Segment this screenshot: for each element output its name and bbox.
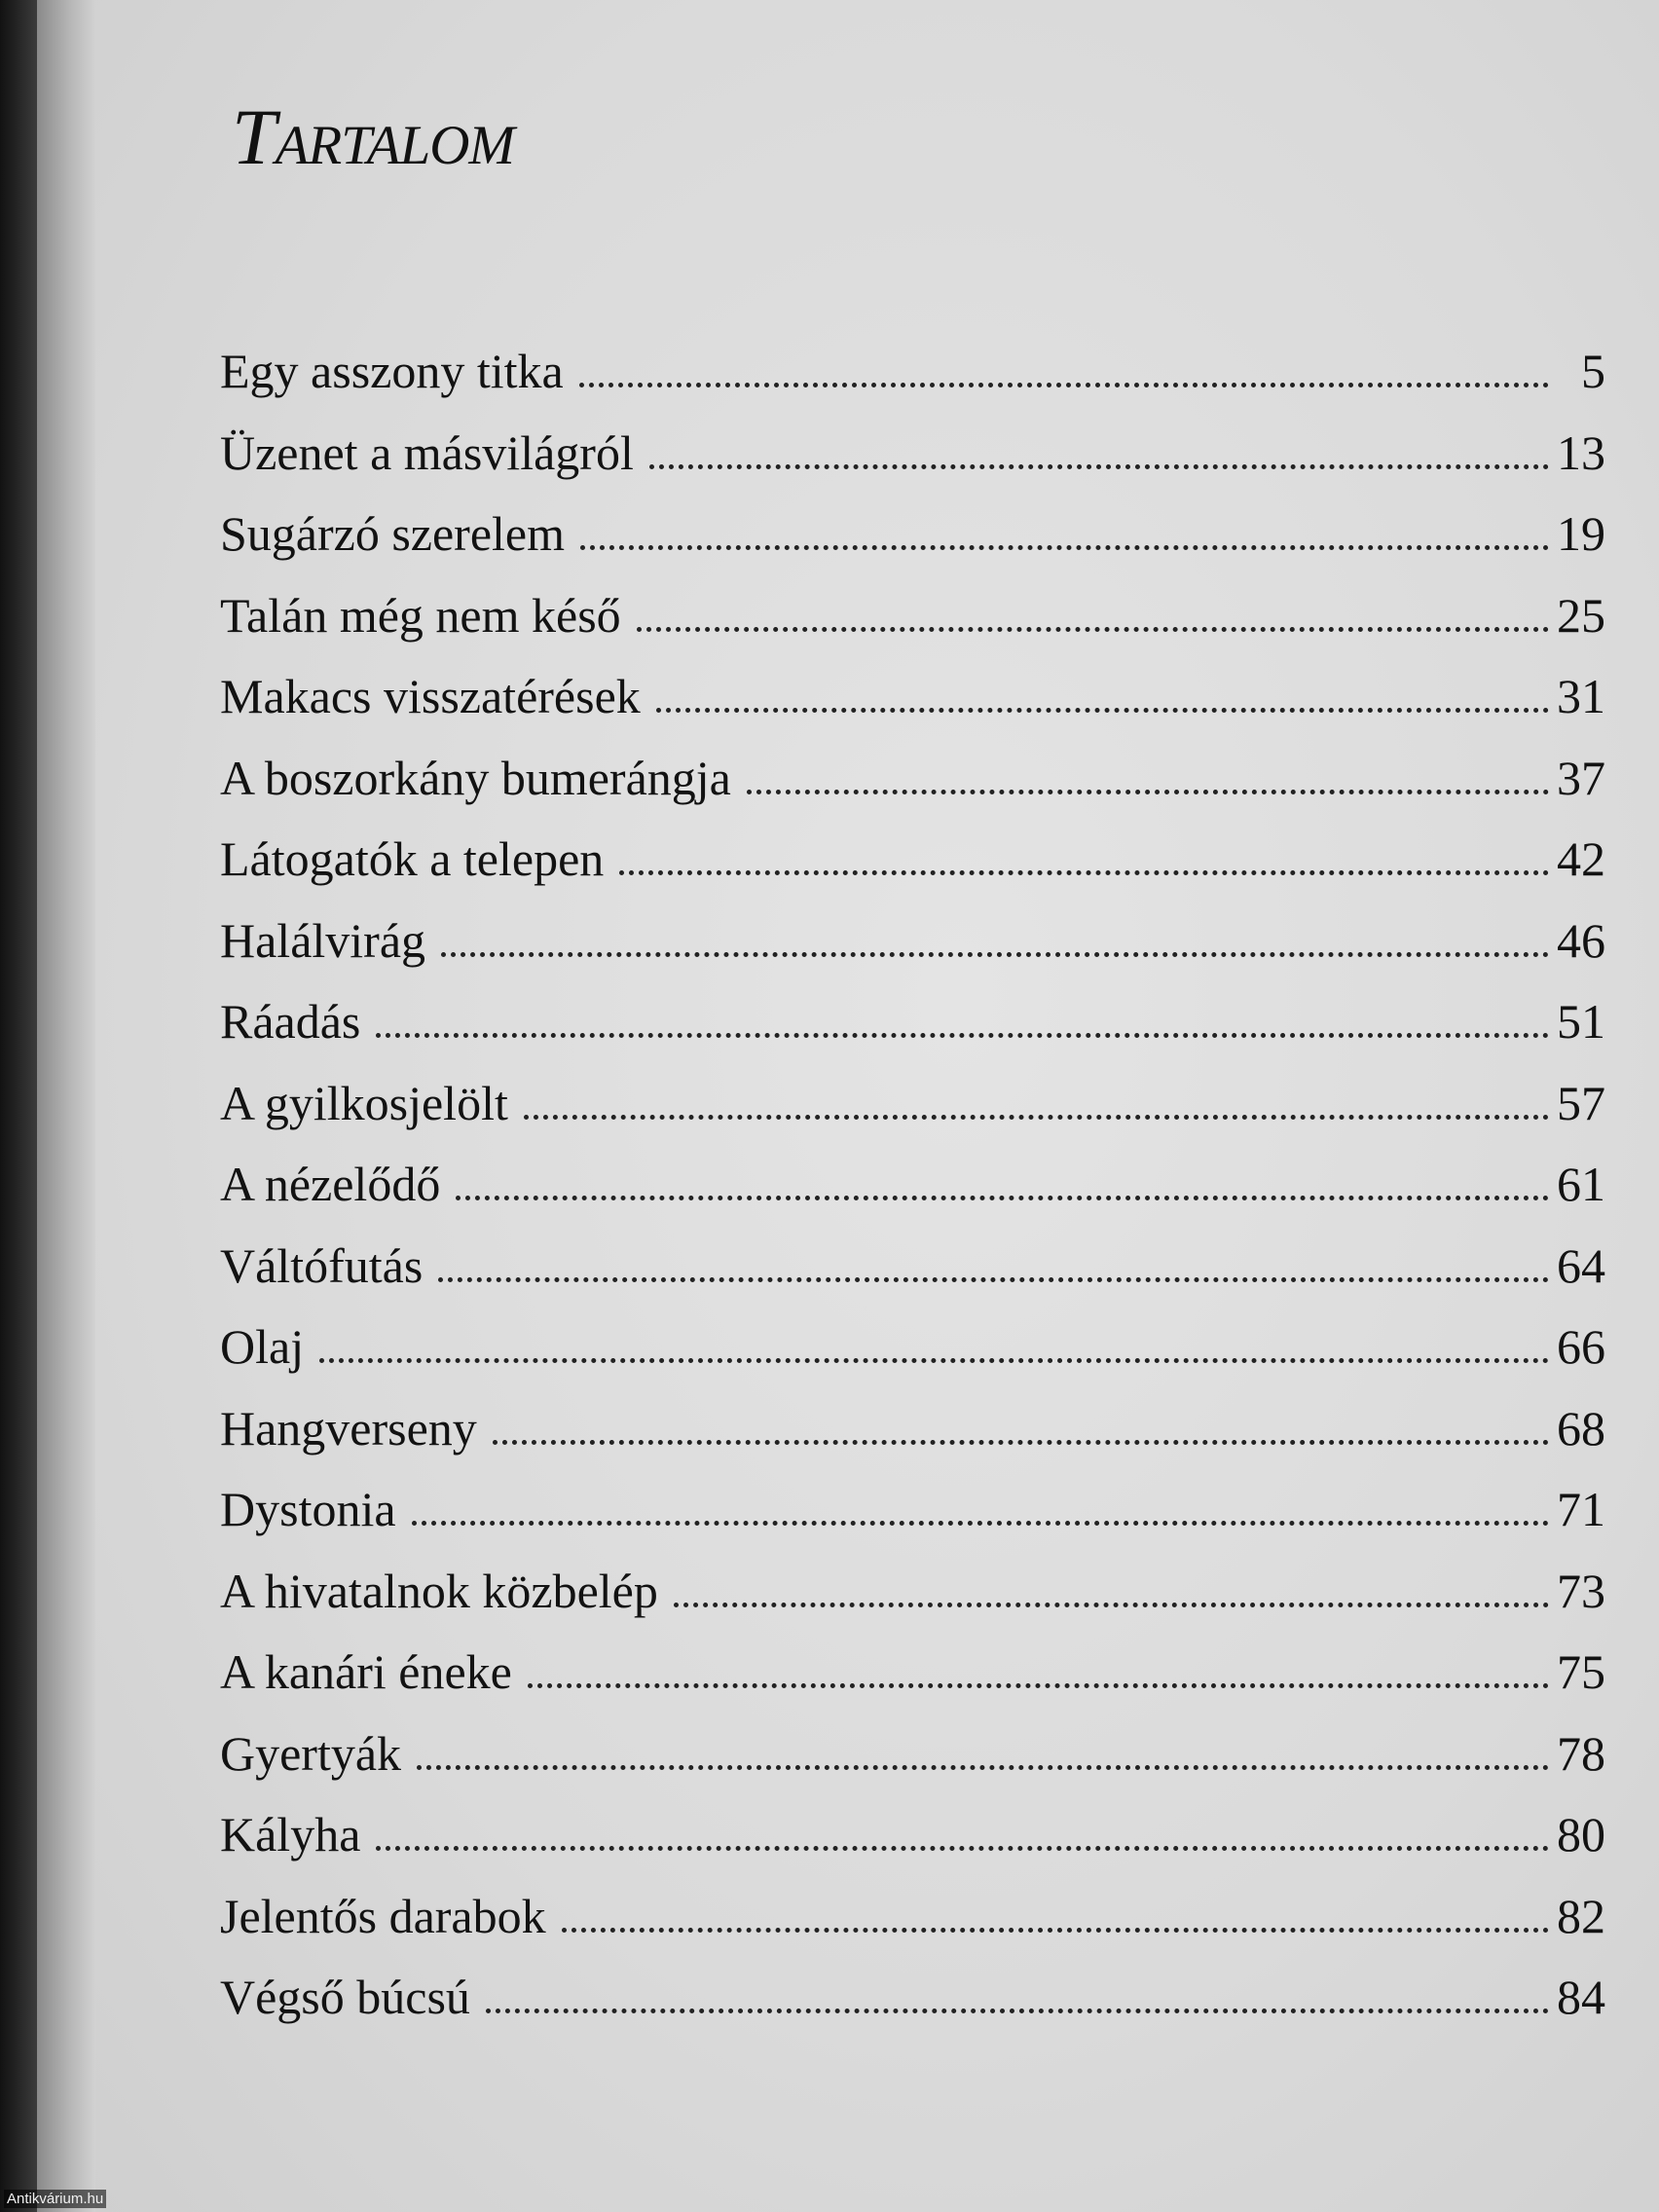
dot-leader — [376, 1032, 1549, 1038]
toc-entry — [220, 1400, 1605, 1482]
toc-entry — [220, 750, 1605, 831]
toc-entry — [220, 1075, 1605, 1157]
toc-entry-page-number: 75 — [1557, 1644, 1605, 1699]
watermark: Antikvárium.hu — [4, 2190, 106, 2208]
toc-entry — [220, 1643, 1605, 1725]
dot-leader — [438, 1276, 1549, 1282]
dot-leader — [441, 951, 1549, 957]
toc-entry — [220, 1969, 1605, 2050]
dot-leader — [579, 382, 1549, 387]
toc-entry-title: Kályha — [220, 1807, 361, 1862]
toc-entry — [220, 1563, 1605, 1644]
toc-entry-title: Makacs visszatérések — [220, 669, 641, 723]
dot-leader — [637, 626, 1549, 632]
toc-entry-page-number: 13 — [1557, 424, 1605, 480]
toc-entry — [220, 505, 1605, 587]
toc-entry — [220, 1237, 1605, 1319]
toc-entry — [220, 1888, 1605, 1970]
toc-entry — [220, 1481, 1605, 1563]
toc-entry-page-number: 84 — [1557, 1970, 1605, 2024]
dot-leader — [674, 1602, 1549, 1607]
toc-entry-title: Sugárzó szerelem — [220, 506, 566, 561]
toc-entry-page-number: 73 — [1557, 1563, 1605, 1618]
dot-leader — [580, 544, 1549, 550]
toc-entry-title: Végső búcsú — [220, 1970, 470, 2024]
toc-entry — [220, 1318, 1605, 1400]
toc-entry-page-number: 71 — [1557, 1482, 1605, 1536]
toc-entry-title: Talán még nem késő — [220, 587, 621, 643]
table-of-contents — [220, 343, 1605, 2050]
toc-entry-page-number: 64 — [1557, 1237, 1605, 1293]
toc-entry-title: Jelentős darabok — [220, 1888, 546, 1943]
toc-entry-title: Ráadás — [220, 994, 361, 1049]
toc-entry-page-number: 19 — [1557, 506, 1605, 561]
toc-entry-title: Váltófutás — [220, 1237, 424, 1293]
toc-entry-title: A kanári éneke — [220, 1644, 512, 1699]
toc-entry — [220, 912, 1605, 994]
toc-entry-title: Halálvirág — [220, 912, 426, 968]
dot-leader — [319, 1357, 1549, 1363]
dot-leader — [528, 1682, 1549, 1688]
dot-leader — [649, 463, 1549, 469]
toc-entry-page-number: 68 — [1557, 1400, 1605, 1456]
toc-entry-title: Látogatók a telepen — [220, 831, 605, 886]
toc-entry-page-number: 46 — [1557, 912, 1605, 968]
page-title: Tartalom — [232, 92, 514, 181]
dot-leader — [376, 1845, 1549, 1851]
toc-entry-title: A hivatalnok közbelép — [220, 1563, 658, 1618]
toc-entry — [220, 1806, 1605, 1888]
book-binding — [0, 0, 37, 2212]
toc-entry-page-number: 78 — [1557, 1725, 1605, 1781]
toc-entry-title: A gyilkosjelölt — [220, 1075, 508, 1130]
toc-entry-page-number: 80 — [1557, 1807, 1605, 1862]
dot-leader — [656, 707, 1549, 713]
toc-entry-page-number: 51 — [1557, 994, 1605, 1049]
dot-leader — [417, 1764, 1549, 1770]
dot-leader — [486, 2008, 1549, 2013]
toc-entry-page-number: 25 — [1557, 587, 1605, 643]
gutter-shadow — [37, 0, 95, 2212]
dot-leader — [562, 1927, 1549, 1933]
toc-entry — [220, 424, 1605, 506]
toc-entry-title: Egy asszony titka — [220, 344, 564, 398]
toc-entry-page-number: 31 — [1557, 669, 1605, 723]
toc-entry-page-number: 37 — [1557, 750, 1605, 805]
toc-entry — [220, 993, 1605, 1075]
toc-entry-page-number: 82 — [1557, 1888, 1605, 1943]
toc-entry-title: Gyertyák — [220, 1725, 402, 1781]
toc-entry-title: Hangverseny — [220, 1400, 477, 1456]
toc-entry-page-number: 5 — [1581, 344, 1605, 398]
toc-entry-page-number: 61 — [1557, 1157, 1605, 1211]
toc-entry — [220, 1156, 1605, 1237]
toc-entry — [220, 1725, 1605, 1807]
dot-leader — [619, 869, 1549, 875]
dot-leader — [524, 1114, 1549, 1120]
toc-entry — [220, 830, 1605, 912]
dot-leader — [493, 1439, 1549, 1445]
toc-entry — [220, 343, 1605, 424]
toc-entry-page-number: 66 — [1557, 1319, 1605, 1374]
dot-leader — [412, 1520, 1549, 1526]
toc-entry-title: Dystonia — [220, 1482, 396, 1536]
toc-entry — [220, 587, 1605, 669]
toc-entry-title: A nézelődő — [220, 1157, 441, 1211]
dot-leader — [747, 789, 1549, 794]
dot-leader — [456, 1195, 1549, 1200]
toc-entry-page-number: 42 — [1557, 831, 1605, 886]
toc-entry-title: Olaj — [220, 1319, 305, 1374]
toc-entry — [220, 668, 1605, 750]
toc-entry-title: A boszorkány bumerángja — [220, 750, 731, 805]
toc-entry-title: Üzenet a másvilágról — [220, 424, 634, 480]
toc-entry-page-number: 57 — [1557, 1075, 1605, 1130]
